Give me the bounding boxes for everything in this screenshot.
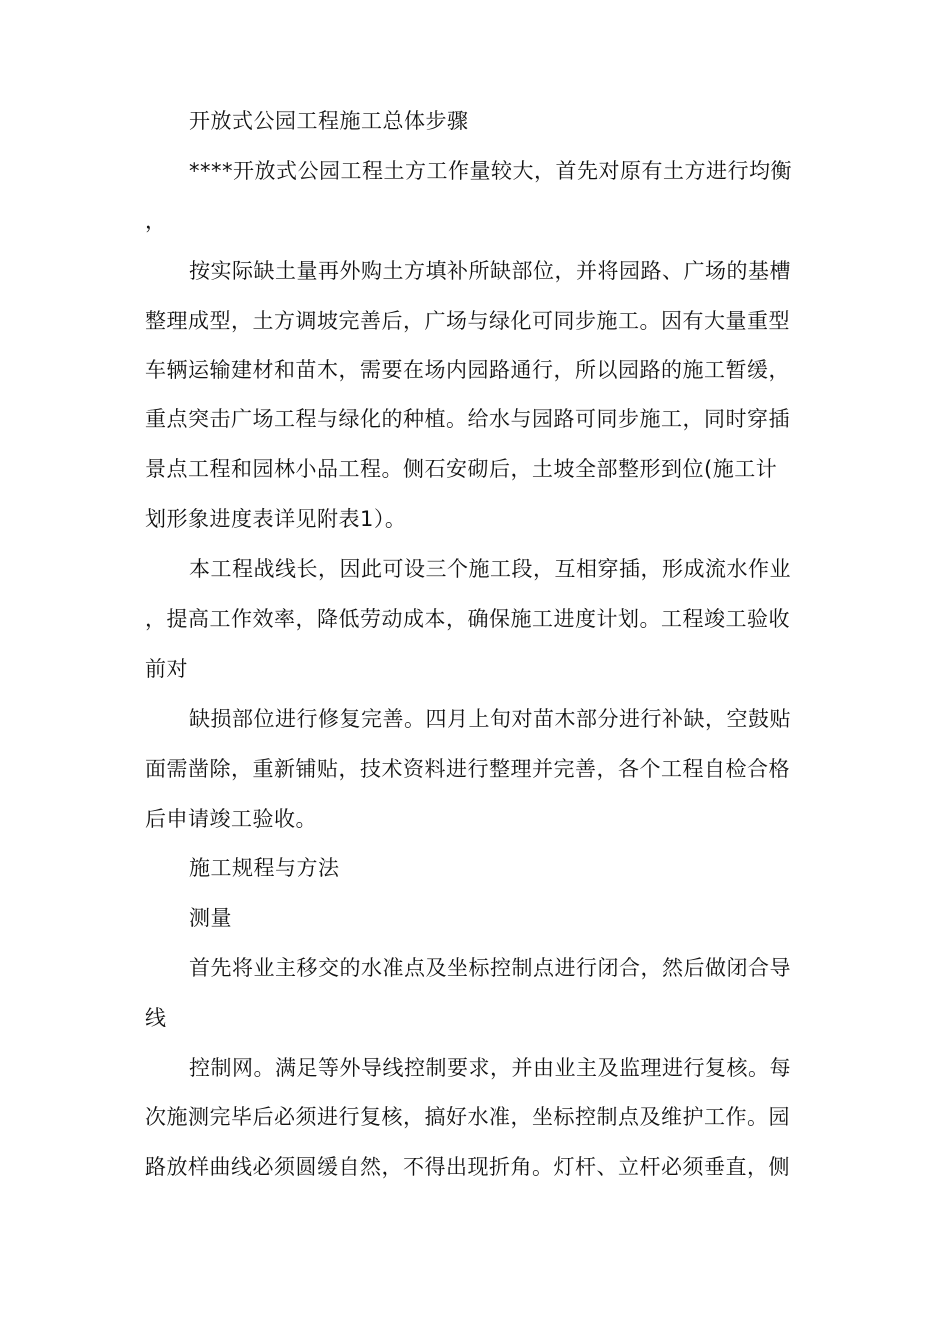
paragraph-line: ，提高工作效率，降低劳动成本，确保施工进度计划。工程竣工验收 (145, 607, 790, 631)
paragraph-line: 后申请竣工验收。 (145, 807, 317, 831)
paragraph-line: 景点工程和园林小品工程。侧石安砌后，土坡全部整形到位(施工计 (145, 457, 778, 481)
paragraph-line: 车辆运输建材和苗木，需要在场内园路通行，所以园路的施工暂缓， (145, 358, 790, 382)
section-heading: 开放式公园工程施工总体步骤 (189, 109, 469, 133)
paragraph-line: ****开放式公园工程土方工作量较大，首先对原有土方进行均衡 (189, 159, 792, 183)
paragraph-line: 面需凿除，重新铺贴，技术资料进行整理并完善，各个工程自检合格 (145, 757, 790, 781)
paragraph-line: 缺损部位进行修复完善。四月上旬对苗木部分进行补缺，空鼓贴 (189, 707, 791, 731)
paragraph-line: ， (145, 209, 167, 233)
paragraph-line: 线 (145, 1006, 167, 1030)
paragraph-line: 重点突击广场工程与绿化的种植。给水与园路可同步施工，同时穿插 (145, 407, 790, 431)
section-heading: 施工规程与方法 (189, 856, 340, 880)
paragraph-line: 本工程战线长，因此可设三个施工段，互相穿插，形成流水作业 (189, 557, 791, 581)
paragraph-line: 控制网。满足等外导线控制要求，并由业主及监理进行复核。每 (189, 1056, 791, 1080)
paragraph-line: 前对 (145, 657, 188, 681)
paragraph-line: 首先将业主移交的水准点及坐标控制点进行闭合，然后做闭合导 (189, 956, 791, 980)
subsection-heading: 测量 (189, 906, 232, 930)
paragraph-line: 划形象进度表详见附表1）。 (145, 507, 407, 531)
paragraph-line: 按实际缺土量再外购土方填补所缺部位，并将园路、广场的基槽 (189, 259, 791, 283)
paragraph-line: 次施测完毕后必须进行复核，搞好水准，坐标控制点及维护工作。园 (145, 1105, 790, 1129)
paragraph-line: 整理成型，土方调坡完善后，广场与绿化可同步施工。因有大量重型 (145, 309, 790, 333)
paragraph-line: 路放样曲线必须圆缓自然，不得出现折角。灯杆、立杆必须垂直，侧 (145, 1155, 790, 1179)
